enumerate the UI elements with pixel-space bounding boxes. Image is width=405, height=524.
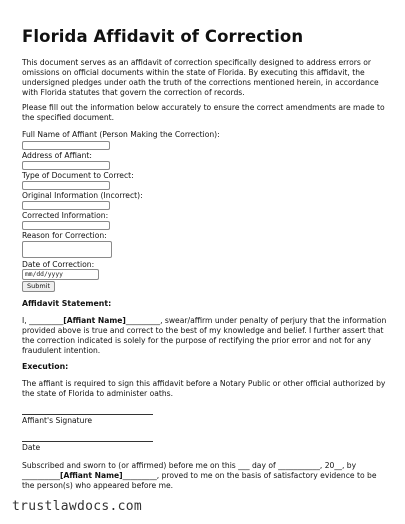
execution-paragraph: The affiant is required to sign this affidavit before a Notary Public or other official authorized by the state of Florida to administer oaths.: [22, 379, 386, 398]
date-line: [22, 441, 153, 442]
corrected-information-input[interactable]: [22, 221, 110, 230]
date-placeholder: mm/dd/yyyy: [25, 271, 63, 278]
date-of-correction-label: Date of Correction:: [22, 260, 95, 269]
signature-date-label: Date: [22, 443, 41, 452]
notary-affiant-name: [Affiant Name]: [59, 471, 123, 480]
reason-label: Reason for Correction:: [22, 231, 107, 240]
date-of-correction-input[interactable]: [22, 269, 99, 280]
statement-body: _________, swear/affirm under penalty of perjury that the information provided above is true and correct to the best of my knowledge and belief. I further assert that the correction indicated is solely for the purpose of rectifying the prior error and not for any fraudulent intention.: [22, 316, 387, 355]
affidavit-statement-heading: Affidavit Statement:: [22, 299, 112, 308]
notary-paragraph: [22, 461, 387, 491]
statement-lead: I, _________: [22, 316, 64, 325]
document-type-input[interactable]: [22, 181, 110, 190]
intro-paragraph: This document serves as an affidavit of correction specifically designed to address errors or omissions on official documents within the state of Florida. By executing this affidavit, the undersigned pledges under oath the truth of the corrections mentioned herein, in accordance with Florida statutes that govern the correction of records.: [22, 58, 379, 97]
notary-lead: Subscribed and sworn to (or affirmed) before me on this ___ day of ___________, 20__, by __________: [22, 461, 357, 480]
affiant-name-placeholder: [Affiant Name]: [63, 316, 126, 325]
address-input[interactable]: [22, 161, 110, 170]
submit-button[interactable]: Submit: [22, 281, 55, 292]
document-type-label: Type of Document to Correct:: [22, 171, 134, 180]
page-title: Florida Affidavit of Correction: [22, 27, 304, 46]
original-information-label: Original Information (Incorrect):: [22, 191, 143, 200]
affidavit-statement-paragraph: [22, 316, 387, 356]
original-information-input[interactable]: [22, 201, 110, 210]
full-name-input[interactable]: [22, 141, 110, 150]
notary-body: _________, proved to me on the basis of satisfactory evidence to be the person(s) who appeared before me.: [22, 471, 377, 490]
reason-textarea[interactable]: [22, 241, 112, 258]
execution-heading: Execution:: [22, 362, 69, 371]
corrected-information-label: Corrected Information:: [22, 211, 109, 220]
signature-line: [22, 414, 153, 415]
full-name-label: Full Name of Affiant (Person Making the Correction):: [22, 130, 220, 139]
address-label: Address of Affiant:: [22, 151, 92, 160]
instruction-paragraph: Please fill out the information below accurately to ensure the correct amendments are made to the specified document.: [22, 103, 385, 122]
signature-label: Affiant's Signature: [22, 416, 93, 425]
watermark: trustlawdocs.com: [12, 499, 143, 514]
